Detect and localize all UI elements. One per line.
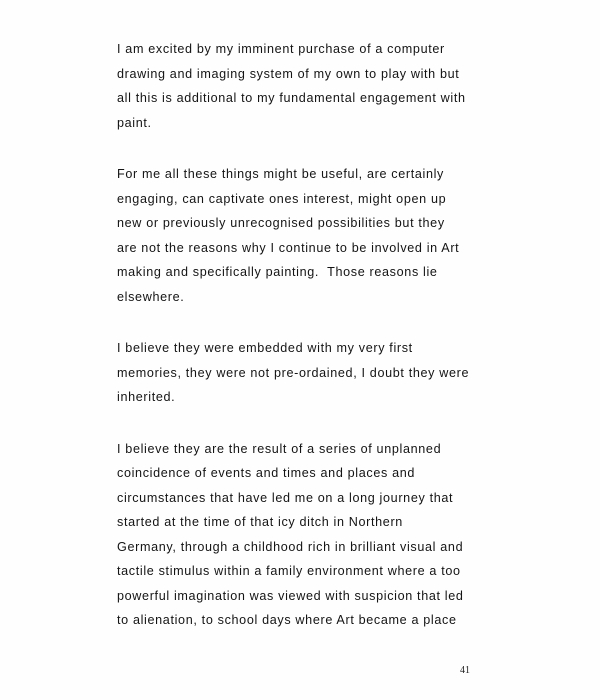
text-line: tactile stimulus within a family environment where a too — [117, 564, 461, 578]
paragraph-3 — [117, 336, 517, 410]
body-text — [117, 37, 517, 660]
text-line: coincidence of events and times and places and — [117, 466, 416, 480]
text-line: I believe they were embedded with my very first — [117, 341, 413, 355]
text-line: Germany, through a childhood rich in brilliant visual and — [117, 539, 464, 554]
text-line: memories, they were not pre-ordained, I doubt they were — [117, 365, 470, 380]
text-line: powerful imagination was viewed with suspicion that led — [117, 588, 464, 603]
text-line: paint. — [117, 115, 152, 130]
paragraph-4 — [117, 437, 517, 633]
text-line: For me all these things might be useful, are certainly — [117, 167, 444, 181]
text-line: all this is additional to my fundamental engagement with — [117, 91, 466, 105]
text-line: I believe they are the result of a series of unplanned — [117, 441, 442, 456]
text-line: drawing and imaging system of my own to play with but — [117, 66, 460, 81]
paragraph-1 — [117, 37, 517, 135]
text-line: to alienation, to school days where Art became a place — [117, 613, 457, 627]
paragraph-2 — [117, 162, 517, 309]
text-line: engaging, can captivate ones interest, might open up — [117, 191, 447, 206]
text-line: new or previously unrecognised possibilities but they — [117, 216, 445, 230]
page-number: 41 — [460, 665, 470, 676]
text-line: making and specifically painting. Those reasons lie — [117, 265, 438, 279]
text-line: elsewhere. — [117, 289, 185, 304]
text-line: I am excited by my imminent purchase of a computer — [117, 42, 445, 56]
text-line: are not the reasons why I continue to be involved in Art — [117, 240, 460, 255]
text-line: inherited. — [117, 390, 176, 404]
text-line: circumstances that have led me on a long journey that — [117, 490, 454, 505]
text-line: started at the time of that icy ditch in Northern — [117, 515, 403, 529]
